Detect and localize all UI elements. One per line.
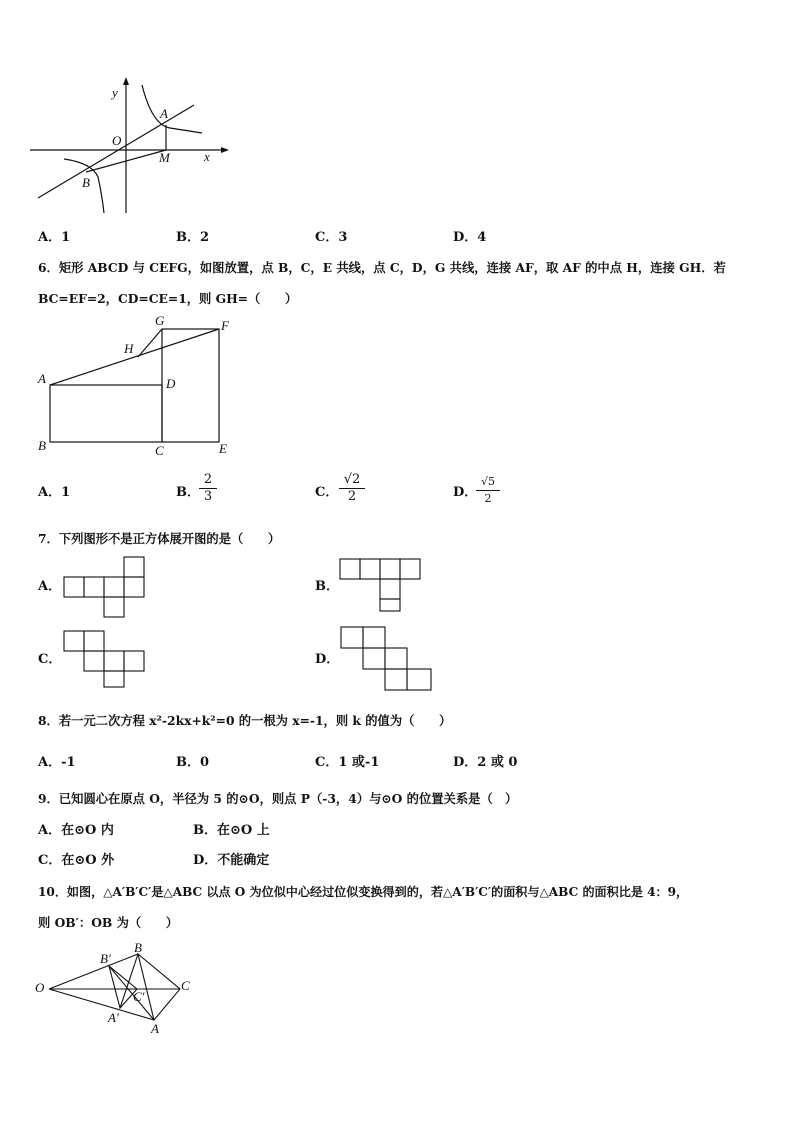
q6-figure [34, 313, 244, 463]
q5-option-c: C．3 [315, 230, 348, 245]
q6-label-h: H [124, 341, 134, 356]
q10-label-c: C [181, 978, 190, 993]
q5-figure [30, 75, 240, 220]
q7-stem: 7．下列图形不是正方体展开图的是（ ） [38, 531, 281, 546]
q5-label-y: y [112, 85, 118, 100]
q6-option-d-numerator: √5 [476, 474, 500, 491]
q6-option-c-fraction [339, 472, 365, 505]
q8-option-b: B．0 [176, 755, 210, 770]
q6-option-c: C． [315, 485, 339, 500]
q10-stem-line1: 10．如图，△A′B′C′是△ABC 以点 O 为位似中心经过位似变换得到的，若△A′B′C′的面积与△ABC 的面积比是 4：9， [38, 885, 689, 899]
q10-label-o: O [35, 980, 45, 995]
q7-net-a [63, 556, 153, 618]
q6-option-a: A．1 [38, 485, 71, 500]
q10-figure [34, 940, 204, 1040]
q6-option-c-denominator: 2 [347, 489, 357, 504]
q5-label-a: A [160, 106, 168, 121]
q6-label-f: F [221, 318, 229, 333]
q10-label-a: A [151, 1021, 159, 1036]
q5-option-a: A．1 [38, 230, 71, 245]
q5-label-m: M [159, 150, 170, 165]
q7-option-b: B． [315, 579, 339, 594]
q8-option-d: D．2 或 0 [453, 755, 518, 770]
q9-option-c: C．在⊙O 外 [38, 853, 115, 868]
q6-option-b: B． [176, 485, 200, 500]
q6-option-b-denominator: 3 [203, 489, 213, 504]
q8-stem: 8．若一元二次方程 x²-2kx+k²=0 的一根为 x=-1，则 k 的值为（ ） [38, 713, 452, 728]
q6-label-b: B [38, 438, 46, 453]
q6-label-e: E [219, 441, 227, 456]
q7-net-d [340, 626, 440, 692]
q5-graph [30, 75, 240, 220]
q6-option-b-fraction [199, 472, 217, 505]
q7-option-a: A． [38, 579, 62, 594]
q9-option-a: A．在⊙O 内 [38, 823, 114, 838]
q6-option-d: D． [453, 485, 478, 500]
q7-option-c: C． [38, 652, 62, 667]
q10-label-b-prime: B′ [100, 951, 111, 966]
q6-option-d-denominator: 2 [484, 492, 492, 505]
q5-option-b: B．2 [176, 230, 210, 245]
q10-label-a-prime: A′ [108, 1010, 119, 1025]
q9-stem: 9．已知圆心在原点 O，半径为 5 的⊙O，则点 P（-3，4）与⊙O 的位置关系是（ ） [38, 791, 518, 806]
q6-option-d-fraction [476, 474, 500, 507]
q10-label-c-prime: C′ [133, 989, 145, 1004]
q5-label-b: B [82, 175, 90, 190]
q6-rectangles [34, 313, 244, 463]
q7-net-b [339, 558, 429, 620]
q9-option-d: D．不能确定 [193, 853, 270, 868]
q10-label-b: B [134, 940, 142, 955]
q5-label-o: O [112, 133, 122, 148]
q6-option-c-numerator: √2 [339, 472, 365, 489]
q8-option-a: A．-1 [38, 755, 76, 770]
q6-option-b-numerator: 2 [199, 472, 217, 489]
q6-label-a: A [38, 371, 46, 386]
q6-label-d: D [166, 376, 176, 391]
q10-triangles [34, 940, 204, 1040]
q5-option-d: D．4 [453, 230, 487, 245]
q8-option-c: C．1 或-1 [315, 755, 380, 770]
q6-stem-line1: 6．矩形 ABCD 与 CEFG，如图放置，点 B，C，E 共线，点 C，D，G 共线，连接 AF，取 AF 的中点 H，连接 GH．若 [38, 260, 726, 275]
q9-option-b: B．在⊙O 上 [193, 823, 270, 838]
q7-option-d: D． [315, 652, 340, 667]
q7-net-c [63, 630, 153, 692]
q6-label-g: G [155, 313, 165, 328]
q10-stem-line2: 则 OB′：OB 为（ ） [38, 915, 179, 930]
q6-label-c: C [155, 443, 164, 458]
q5-label-x: x [204, 149, 210, 164]
q6-stem-line2: BC=EF=2，CD=CE=1，则 GH=（ ） [38, 291, 298, 306]
